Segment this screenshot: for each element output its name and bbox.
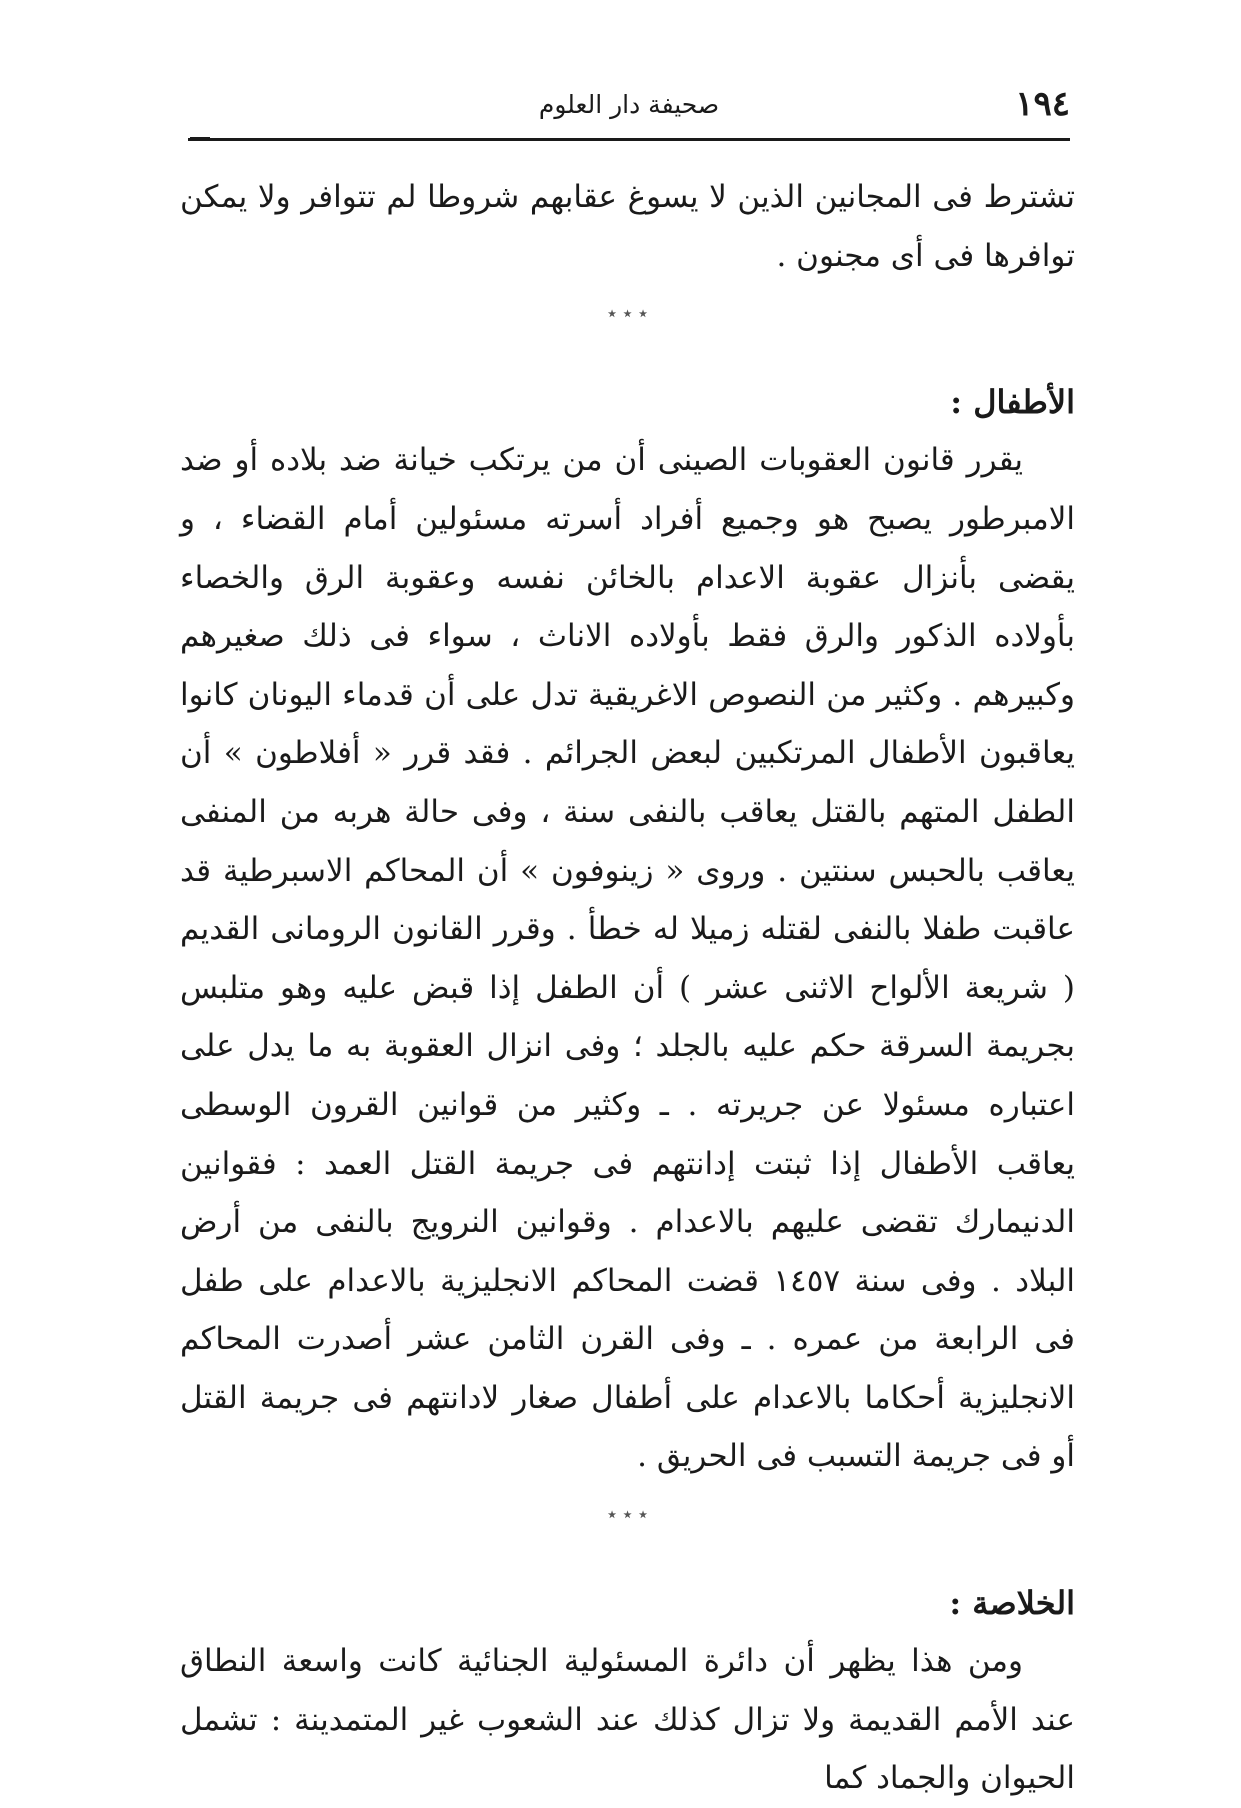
spacer (180, 1545, 1075, 1574)
section-separator: ٭ ٭ ٭ (607, 1504, 648, 1526)
spacer (180, 344, 1075, 373)
section-heading-summary: الخلاصة : (949, 1583, 1075, 1622)
page-number: ١٩٤ (1015, 84, 1070, 124)
section-text-summary: ومن هذا يظهر أن دائرة المسئولية الجنائية كانت واسعة النطاق عند الأمم القديمة ولا تزال كذلك عند الشعوب غير المتمدينة : تشمل الحيوان والجماد كما (180, 1643, 1075, 1797)
section-heading-children: الأطفال : (950, 382, 1075, 421)
header-rule (188, 138, 1070, 141)
page-body (180, 168, 1075, 1808)
section-text-children: يقرر قانون العقوبات الصينى أن من يرتكب خيانة ضد بلاده أو ضد الامبرطور يصبح هو وجميع أفراد أسرته مسئولين أمام القضاء ، و يقضى بأنزال عقوبة الاعدام بالخائن نفسه وعقوبة الرق والخصاء بأولاده الذكور والرق فقط بأولاده الاناث ، سواء فى ذلك صغيرهم وكبيرهم . وكثير من النصوص الاغريقية تدل على أن قدماء اليونان كانوا يعاقبون الأطفال المرتكبين لبعض الجرائم . فقد قرر « أفلاطون » أن الطفل المتهم بالقتل يعاقب بالنفى سنة ، وفى حالة هربه من المنفى يعاقب بالحبس سنتين . وروى « زينوفون » أن المحاكم الاسبرطية قد عاقبت طفلا بالنفى لقتله زميلا له خطأ . وقرر القانون الرومانى القديم ( شريعة الألواح الاثنى عشر ) أن الطفل إذا قبض عليه وهو متلبس بجريمة السرقة حكم عليه بالجلد ؛ وفى انزال العقوبة به ما يدل على اعتباره مسئولا عن جريرته . ـ وكثير من قوانين القرون الوسطى يعاقب الأطفال إذا ثبتت إدانتهم فى جريمة القتل العمد : فقوانين الدنيمارك تقضى عليهم بالاعدام . وقوانين النرويج بالنفى من أرض البلاد . وفى سنة ١٤٥٧ قضت المحاكم الانجليزية بالاعدام على طفل فى الرابعة من عمره . ـ وفى القرن الثامن عشر أصدرت المحاكم الانجليزية أحكاما بالاعدام على أطفال صغار لادانتهم فى جريمة القتل أو فى جريمة التسبب فى الحريق . (180, 442, 1076, 1475)
header-rule-tick (190, 137, 210, 140)
section-separator: ٭ ٭ ٭ (607, 303, 648, 325)
running-title: صحيفة دار العلوم (538, 90, 720, 119)
page-header (188, 80, 1070, 130)
intro-paragraph: تشترط فى المجانين الذين لا يسوغ عقابهم شروطا لم تتوافر ولا يمكن توافرها فى أى مجنون . (180, 179, 1075, 274)
